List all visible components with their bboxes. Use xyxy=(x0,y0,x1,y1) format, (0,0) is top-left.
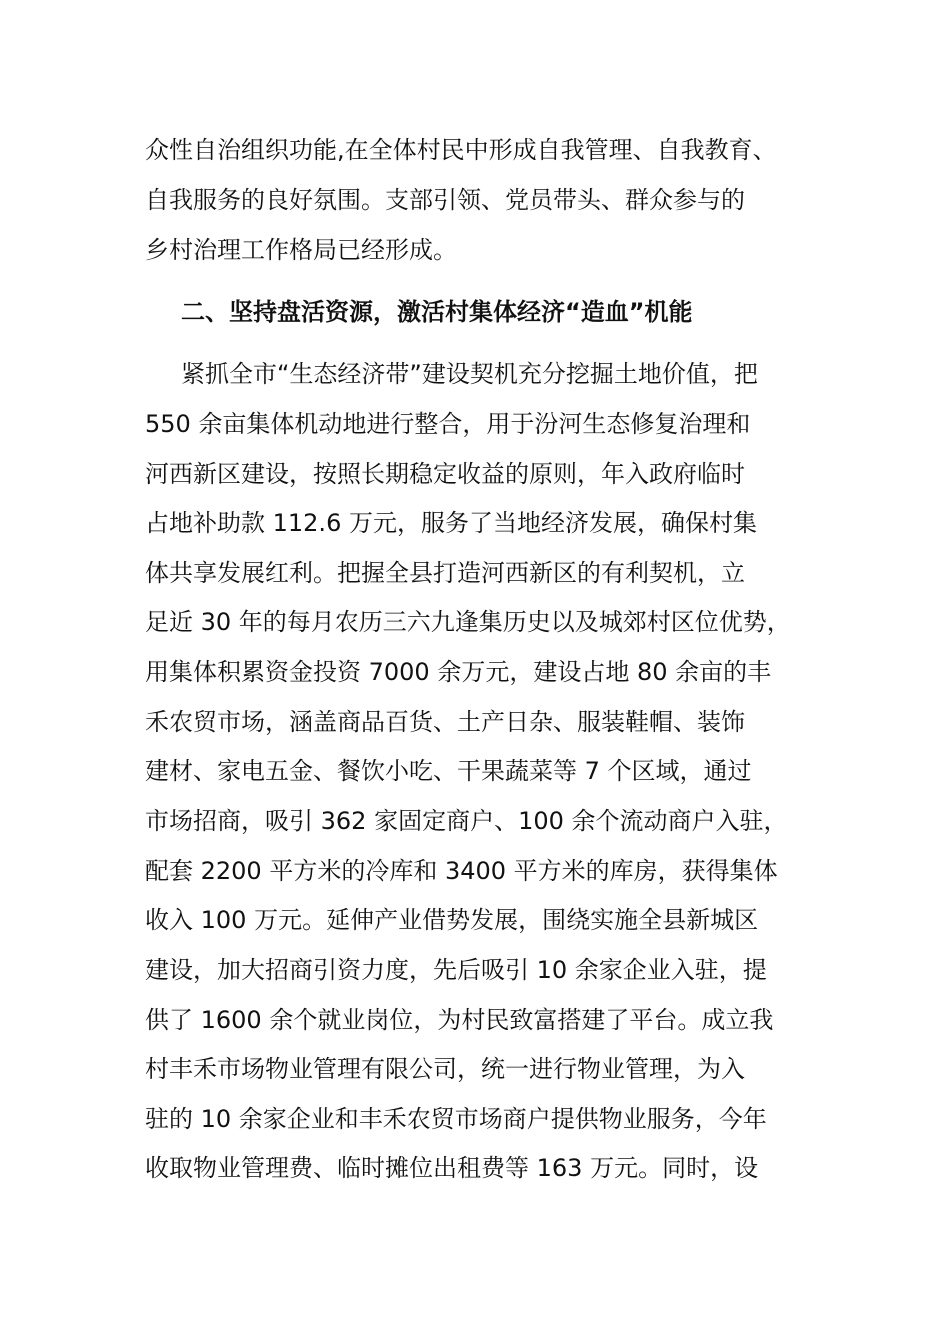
paragraph-line: 建设，加大招商引资力度，先后吸引 10 余家企业入驻，提 xyxy=(145,956,767,984)
paragraph-line: 建材、家电五金、餐饮小吃、干果蔬菜等 7 个区域，通过 xyxy=(145,757,752,785)
paragraph-line: 众性自治组织功能,在全体村民中形成自我管理、自我教育、 xyxy=(145,136,777,164)
paragraph-line: 禾农贸市场，涵盖商品百货、土产日杂、服装鞋帽、装饰 xyxy=(145,708,745,736)
paragraph-line: 河西新区建设，按照长期稳定收益的原则，年入政府临时 xyxy=(145,460,745,488)
paragraph-line: 驻的 10 余家企业和丰禾农贸市场商户提供物业服务，今年 xyxy=(145,1105,767,1133)
paragraph-line: 收入 100 万元。延伸产业借势发展，围绕实施全县新城区 xyxy=(145,906,759,934)
paragraph-line: 足近 30 年的每月农历三六九逢集历史以及城郊村区位优势， xyxy=(145,608,791,636)
paragraph-line: 自我服务的良好氛围。支部引领、党员带头、群众参与的 xyxy=(145,186,745,214)
paragraph-line: 用集体积累资金投资 7000 余万元，建设占地 80 余亩的丰 xyxy=(145,658,772,686)
paragraph-line: 村丰禾市场物业管理有限公司，统一进行物业管理，为入 xyxy=(145,1055,745,1083)
paragraph-line: 市场招商，吸引 362 家固定商户、100 余个流动商户入驻， xyxy=(145,807,788,835)
paragraph-line: 供了 1600 余个就业岗位，为村民致富搭建了平台。成立我 xyxy=(145,1006,774,1034)
paragraph-line: 配套 2200 平方米的冷库和 3400 平方米的库房，获得集体 xyxy=(145,857,778,885)
paragraph-line: 体共享发展红利。把握全县打造河西新区的有利契机，立 xyxy=(145,559,745,587)
paragraph-line: 收取物业管理费、临时摊位出租费等 163 万元。同时，设 xyxy=(145,1154,759,1182)
paragraph-line: 占地补助款 112.6 万元，服务了当地经济发展，确保村集 xyxy=(145,509,757,537)
paragraph-line: 紧抓全市“生态经济带”建设契机充分挖掘土地价值，把 xyxy=(181,360,758,388)
section-heading: 二、坚持盘活资源，激活村集体经济“造血”机能 xyxy=(181,298,693,326)
paragraph-line: 550 余亩集体机动地进行整合，用于汾河生态修复治理和 xyxy=(145,410,751,438)
paragraph-line: 乡村治理工作格局已经形成。 xyxy=(145,236,457,264)
